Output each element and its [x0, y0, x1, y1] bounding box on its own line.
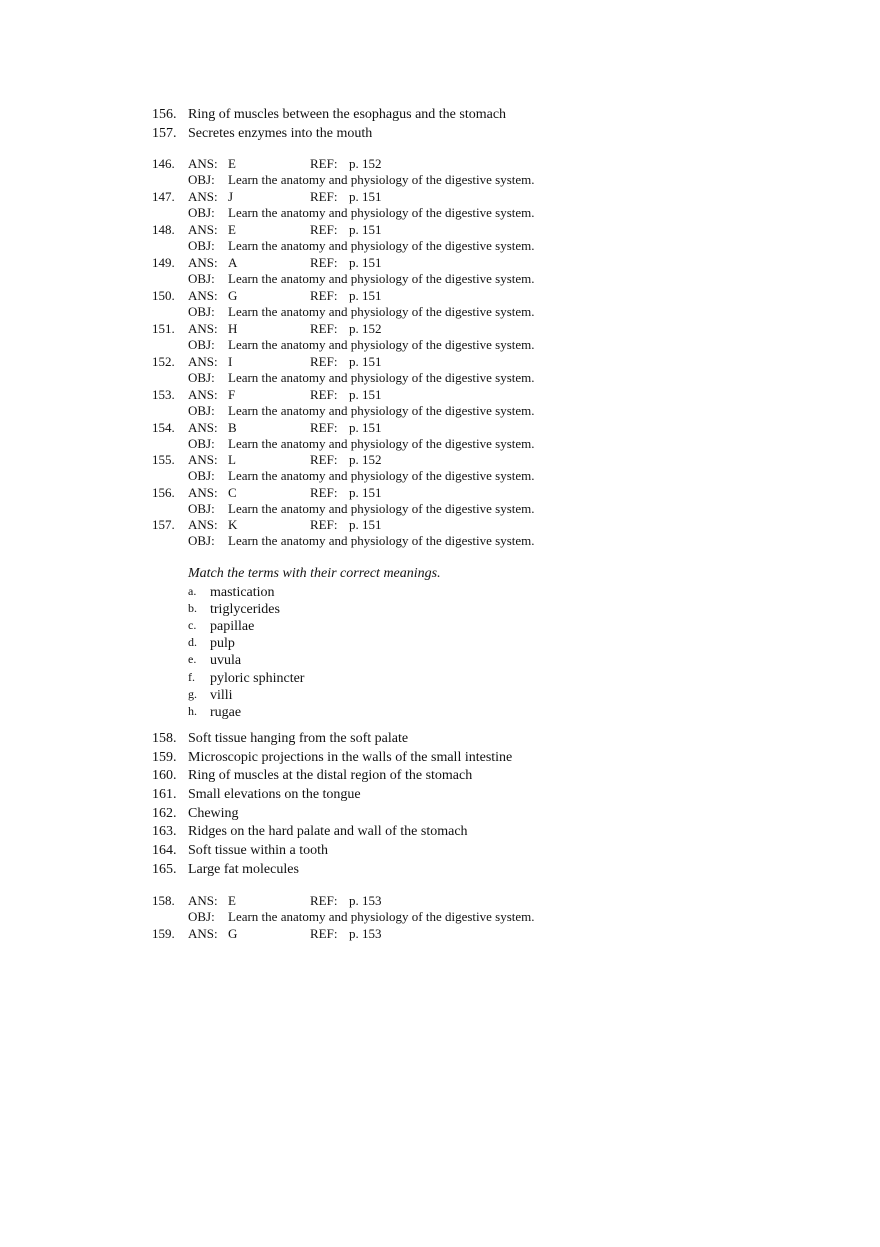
- choice-letter: b.: [188, 601, 197, 615]
- answer-value: E: [228, 156, 236, 171]
- objective-text: Learn the anatomy and physiology of the digestive system.: [228, 172, 535, 187]
- question-text: Ring of muscles at the distal region of the stomach: [188, 768, 473, 783]
- obj-label: OBJ:: [188, 501, 215, 516]
- answer-number: 159.: [152, 926, 175, 941]
- ref-label: REF:: [310, 354, 338, 369]
- question-text: Soft tissue within a tooth: [188, 843, 328, 858]
- objective-text: Learn the anatomy and physiology of the digestive system.: [228, 238, 535, 253]
- answer-number: 149.: [152, 255, 175, 270]
- answer-value: G: [228, 926, 238, 941]
- ref-value: p. 151: [349, 354, 382, 369]
- ans-label: ANS:: [188, 354, 218, 369]
- ref-label: REF:: [310, 926, 338, 941]
- question-text: Microscopic projections in the walls of the small intestine: [188, 750, 513, 765]
- answer-number: 157.: [152, 517, 175, 532]
- choice-term: villi: [210, 688, 233, 703]
- obj-label: OBJ:: [188, 403, 215, 418]
- answer-number: 152.: [152, 354, 175, 369]
- ans-label: ANS:: [188, 517, 218, 532]
- objective-text: Learn the anatomy and physiology of the digestive system.: [228, 533, 535, 548]
- ref-value: p. 151: [349, 255, 382, 270]
- answer-value: F: [228, 387, 236, 402]
- choice-term: uvula: [210, 653, 242, 668]
- question-number: 163.: [152, 824, 177, 839]
- answer-number: 147.: [152, 189, 175, 204]
- answer-value: H: [228, 321, 238, 336]
- question-number: 159.: [152, 750, 177, 765]
- obj-label: OBJ:: [188, 337, 215, 352]
- choice-letter: d.: [188, 635, 197, 649]
- choice-term: pyloric sphincter: [210, 671, 305, 686]
- choice-term: pulp: [210, 636, 235, 651]
- answer-number: 156.: [152, 485, 175, 500]
- ans-label: ANS:: [188, 156, 218, 171]
- ref-value: p. 151: [349, 288, 382, 303]
- answer-value: L: [228, 452, 236, 467]
- answer-number: 153.: [152, 387, 175, 402]
- choice-term: mastication: [210, 585, 275, 600]
- answer-number: 150.: [152, 288, 175, 303]
- ans-label: ANS:: [188, 222, 218, 237]
- objective-text: Learn the anatomy and physiology of the digestive system.: [228, 304, 535, 319]
- objective-text: Learn the anatomy and physiology of the digestive system.: [228, 271, 535, 286]
- objective-text: Learn the anatomy and physiology of the digestive system.: [228, 501, 535, 516]
- ref-value: p. 151: [349, 189, 382, 204]
- question-text: Chewing: [188, 806, 239, 821]
- ref-label: REF:: [310, 156, 338, 171]
- ans-label: ANS:: [188, 189, 218, 204]
- answer-number: 148.: [152, 222, 175, 237]
- question-number: 157.: [152, 126, 177, 141]
- choice-letter: c.: [188, 618, 197, 632]
- answer-value: I: [228, 354, 233, 369]
- question-text: Soft tissue hanging from the soft palate: [188, 731, 409, 746]
- choice-term: triglycerides: [210, 602, 280, 617]
- ref-label: REF:: [310, 517, 338, 532]
- ref-value: p. 152: [349, 156, 382, 171]
- answer-number: 154.: [152, 420, 175, 435]
- ans-label: ANS:: [188, 485, 218, 500]
- obj-label: OBJ:: [188, 909, 215, 924]
- obj-label: OBJ:: [188, 271, 215, 286]
- choice-letter: f.: [188, 670, 195, 684]
- answer-value: G: [228, 288, 238, 303]
- question-number: 160.: [152, 768, 177, 783]
- question-text: Ring of muscles between the esophagus and the stomach: [188, 107, 507, 122]
- obj-label: OBJ:: [188, 533, 215, 548]
- question-text: Large fat molecules: [188, 862, 299, 877]
- objective-text: Learn the anatomy and physiology of the digestive system.: [228, 205, 535, 220]
- ans-label: ANS:: [188, 420, 218, 435]
- ans-label: ANS:: [188, 321, 218, 336]
- obj-label: OBJ:: [188, 205, 215, 220]
- objective-text: Learn the anatomy and physiology of the digestive system.: [228, 468, 535, 483]
- choice-term: papillae: [210, 619, 255, 634]
- answer-number: 146.: [152, 156, 175, 171]
- question-number: 156.: [152, 107, 177, 122]
- answer-value: A: [228, 255, 238, 270]
- answer-value: K: [228, 517, 238, 532]
- ref-label: REF:: [310, 255, 338, 270]
- ref-value: p. 151: [349, 420, 382, 435]
- choice-letter: g.: [188, 687, 197, 701]
- choice-term: rugae: [210, 705, 242, 720]
- ref-label: REF:: [310, 387, 338, 402]
- objective-text: Learn the anatomy and physiology of the digestive system.: [228, 337, 535, 352]
- ans-label: ANS:: [188, 893, 218, 908]
- ans-label: ANS:: [188, 288, 218, 303]
- question-number: 165.: [152, 862, 177, 877]
- ref-value: p. 152: [349, 321, 382, 336]
- question-number: 161.: [152, 787, 177, 802]
- answer-value: E: [228, 893, 236, 908]
- choice-letter: a.: [188, 584, 197, 598]
- ans-label: ANS:: [188, 452, 218, 467]
- objective-text: Learn the anatomy and physiology of the digestive system.: [228, 436, 535, 451]
- ref-label: REF:: [310, 485, 338, 500]
- question-text: Secretes enzymes into the mouth: [188, 126, 373, 141]
- section-instruction: Match the terms with their correct meanings.: [188, 566, 441, 581]
- ref-label: REF:: [310, 288, 338, 303]
- choice-letter: e.: [188, 652, 197, 666]
- ref-value: p. 151: [349, 387, 382, 402]
- answer-number: 155.: [152, 452, 175, 467]
- obj-label: OBJ:: [188, 436, 215, 451]
- ans-label: ANS:: [188, 255, 218, 270]
- question-number: 162.: [152, 806, 177, 821]
- ref-label: REF:: [310, 452, 338, 467]
- obj-label: OBJ:: [188, 172, 215, 187]
- ref-value: p. 152: [349, 452, 382, 467]
- answer-value: C: [228, 485, 237, 500]
- ref-value: p. 153: [349, 926, 382, 941]
- objective-text: Learn the anatomy and physiology of the digestive system.: [228, 909, 535, 924]
- answer-value: E: [228, 222, 236, 237]
- answer-number: 151.: [152, 321, 175, 336]
- question-number: 164.: [152, 843, 177, 858]
- ans-label: ANS:: [188, 387, 218, 402]
- choice-letter: h.: [188, 704, 197, 718]
- answer-number: 158.: [152, 893, 175, 908]
- ref-label: REF:: [310, 420, 338, 435]
- ref-value: p. 151: [349, 517, 382, 532]
- answer-value: J: [228, 189, 234, 204]
- ref-label: REF:: [310, 222, 338, 237]
- ref-value: p. 151: [349, 485, 382, 500]
- obj-label: OBJ:: [188, 370, 215, 385]
- ref-label: REF:: [310, 321, 338, 336]
- obj-label: OBJ:: [188, 304, 215, 319]
- ref-label: REF:: [310, 893, 338, 908]
- ref-value: p. 151: [349, 222, 382, 237]
- objective-text: Learn the anatomy and physiology of the digestive system.: [228, 403, 535, 418]
- ans-label: ANS:: [188, 926, 218, 941]
- obj-label: OBJ:: [188, 468, 215, 483]
- answer-value: B: [228, 420, 237, 435]
- question-text: Small elevations on the tongue: [188, 787, 361, 802]
- ref-label: REF:: [310, 189, 338, 204]
- obj-label: OBJ:: [188, 238, 215, 253]
- ref-value: p. 153: [349, 893, 382, 908]
- objective-text: Learn the anatomy and physiology of the digestive system.: [228, 370, 535, 385]
- question-text: Ridges on the hard palate and wall of the stomach: [188, 824, 468, 839]
- question-number: 158.: [152, 731, 177, 746]
